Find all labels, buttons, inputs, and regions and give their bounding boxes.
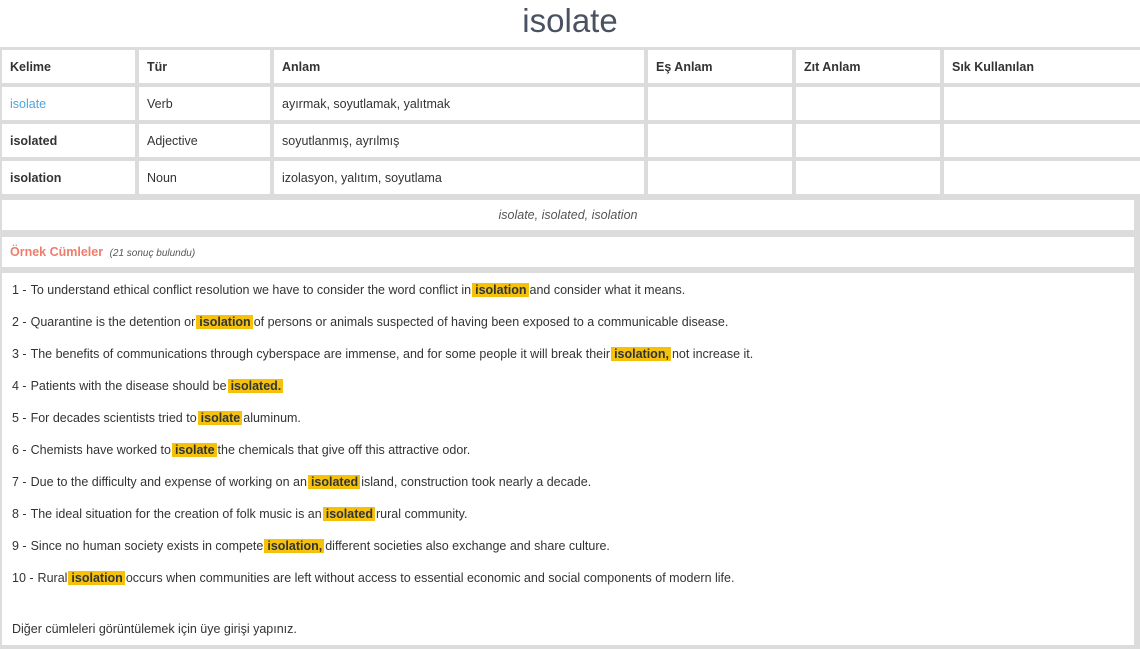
sentence-number: 8 - xyxy=(12,507,27,521)
header-kelime: Kelime xyxy=(2,50,135,83)
sentence-text-before: The benefits of communications through cyberspace are immense, and for some people it will break their xyxy=(30,347,611,361)
example-sentence xyxy=(12,283,685,297)
sentence-text-before: For decades scientists tried to xyxy=(30,411,197,425)
examples-count: (21 sonuç bulundu) xyxy=(109,248,196,259)
word-meaning: izolasyon, yalıtım, soyutlama xyxy=(274,161,644,194)
sentence-text-before: Patients with the disease should be xyxy=(30,379,227,393)
word-common xyxy=(944,87,1140,120)
word-link[interactable]: isolate xyxy=(2,87,135,120)
example-sentence xyxy=(12,539,610,553)
sentence-text-after: occurs when communities are left without access to essential economic and social components of modern life. xyxy=(125,571,735,585)
table-header-row xyxy=(2,50,1140,83)
highlighted-word: isolate xyxy=(172,443,217,457)
example-sentence xyxy=(12,315,728,329)
sentence-text-before: Rural xyxy=(37,571,68,585)
sentence-number: 5 - xyxy=(12,411,27,425)
header-es-anlam: Eş Anlam xyxy=(648,50,792,83)
sentence-text-before: To understand ethical conflict resolution we have to consider the word conflict in xyxy=(30,283,472,297)
highlighted-word: isolate xyxy=(198,411,243,425)
highlighted-word: isolated xyxy=(308,475,360,489)
header-zit-anlam: Zıt Anlam xyxy=(796,50,940,83)
word-table xyxy=(0,46,1140,198)
highlighted-word: isolated. xyxy=(228,379,284,393)
sentence-text-before: Due to the difficulty and expense of working on an xyxy=(30,475,307,489)
sentence-text-after: not increase it. xyxy=(671,347,754,361)
example-sentence xyxy=(12,347,753,361)
word-common xyxy=(944,124,1140,157)
sentence-text-after: and consider what it means. xyxy=(529,283,686,297)
header-tur: Tür xyxy=(139,50,270,83)
sentence-number: 3 - xyxy=(12,347,27,361)
sentence-number: 9 - xyxy=(12,539,27,553)
highlighted-word: isolation xyxy=(196,315,252,329)
sentence-text-after: different societies also exchange and share culture. xyxy=(325,539,610,553)
word-meaning: soyutlanmış, ayrılmış xyxy=(274,124,644,157)
sentence-text-before: Since no human society exists in compete xyxy=(30,539,264,553)
highlighted-word: isolation xyxy=(68,571,124,585)
header-anlam: Anlam xyxy=(274,50,644,83)
sentence-number: 7 - xyxy=(12,475,27,489)
page-title: isolate xyxy=(522,2,618,39)
sentence-text-before: Quarantine is the detention or xyxy=(30,315,196,329)
example-sentence xyxy=(12,475,591,489)
table-row xyxy=(2,87,1140,120)
word-type: Verb xyxy=(139,87,270,120)
word-synonym xyxy=(648,124,792,157)
highlighted-word: isolation, xyxy=(264,539,324,553)
word-panel xyxy=(0,47,1140,649)
sentence-text-after: island, construction took nearly a decade. xyxy=(361,475,592,489)
word-antonym xyxy=(796,124,940,157)
header-sik-kullanilan: Sık Kullanılan xyxy=(944,50,1140,83)
highlighted-word: isolated xyxy=(323,507,375,521)
login-note: Diğer cümleleri görüntülemek için üye girişi yapınız. xyxy=(12,622,297,636)
examples-label: Örnek Cümleler xyxy=(10,245,104,259)
sentence-number: 2 - xyxy=(12,315,27,329)
word-synonym xyxy=(648,161,792,194)
word-name: isolation xyxy=(2,161,135,194)
sentence-number: 4 - xyxy=(12,379,27,393)
word-type: Adjective xyxy=(139,124,270,157)
word-synonym xyxy=(648,87,792,120)
word-forms: isolate, isolated, isolation xyxy=(2,200,1134,230)
word-type: Noun xyxy=(139,161,270,194)
sentence-number: 1 - xyxy=(12,283,27,297)
sentence-number: 10 - xyxy=(12,571,34,585)
word-antonym xyxy=(796,161,940,194)
sentence-number: 6 - xyxy=(12,443,27,457)
highlighted-word: isolation xyxy=(472,283,528,297)
word-name: isolated xyxy=(2,124,135,157)
example-sentence xyxy=(12,571,734,585)
examples-list xyxy=(2,273,1134,645)
example-sentence xyxy=(12,443,470,457)
table-row xyxy=(2,124,1140,157)
table-row xyxy=(2,161,1140,194)
sentence-text-before: The ideal situation for the creation of folk music is an xyxy=(30,507,322,521)
example-sentence xyxy=(12,379,284,393)
word-meaning: ayırmak, soyutlamak, yalıtmak xyxy=(274,87,644,120)
examples-header xyxy=(2,237,1134,267)
highlighted-word: isolation, xyxy=(611,347,671,361)
word-common xyxy=(944,161,1140,194)
sentence-text-after: the chemicals that give off this attractive odor. xyxy=(217,443,471,457)
example-sentence xyxy=(12,507,467,521)
sentence-text-after: aluminum. xyxy=(243,411,301,425)
word-antonym xyxy=(796,87,940,120)
sentence-text-after: rural community. xyxy=(375,507,468,521)
sentence-text-before: Chemists have worked to xyxy=(30,443,171,457)
sentence-text-after: of persons or animals suspected of having been exposed to a communicable disease. xyxy=(253,315,729,329)
example-sentence xyxy=(12,411,301,425)
